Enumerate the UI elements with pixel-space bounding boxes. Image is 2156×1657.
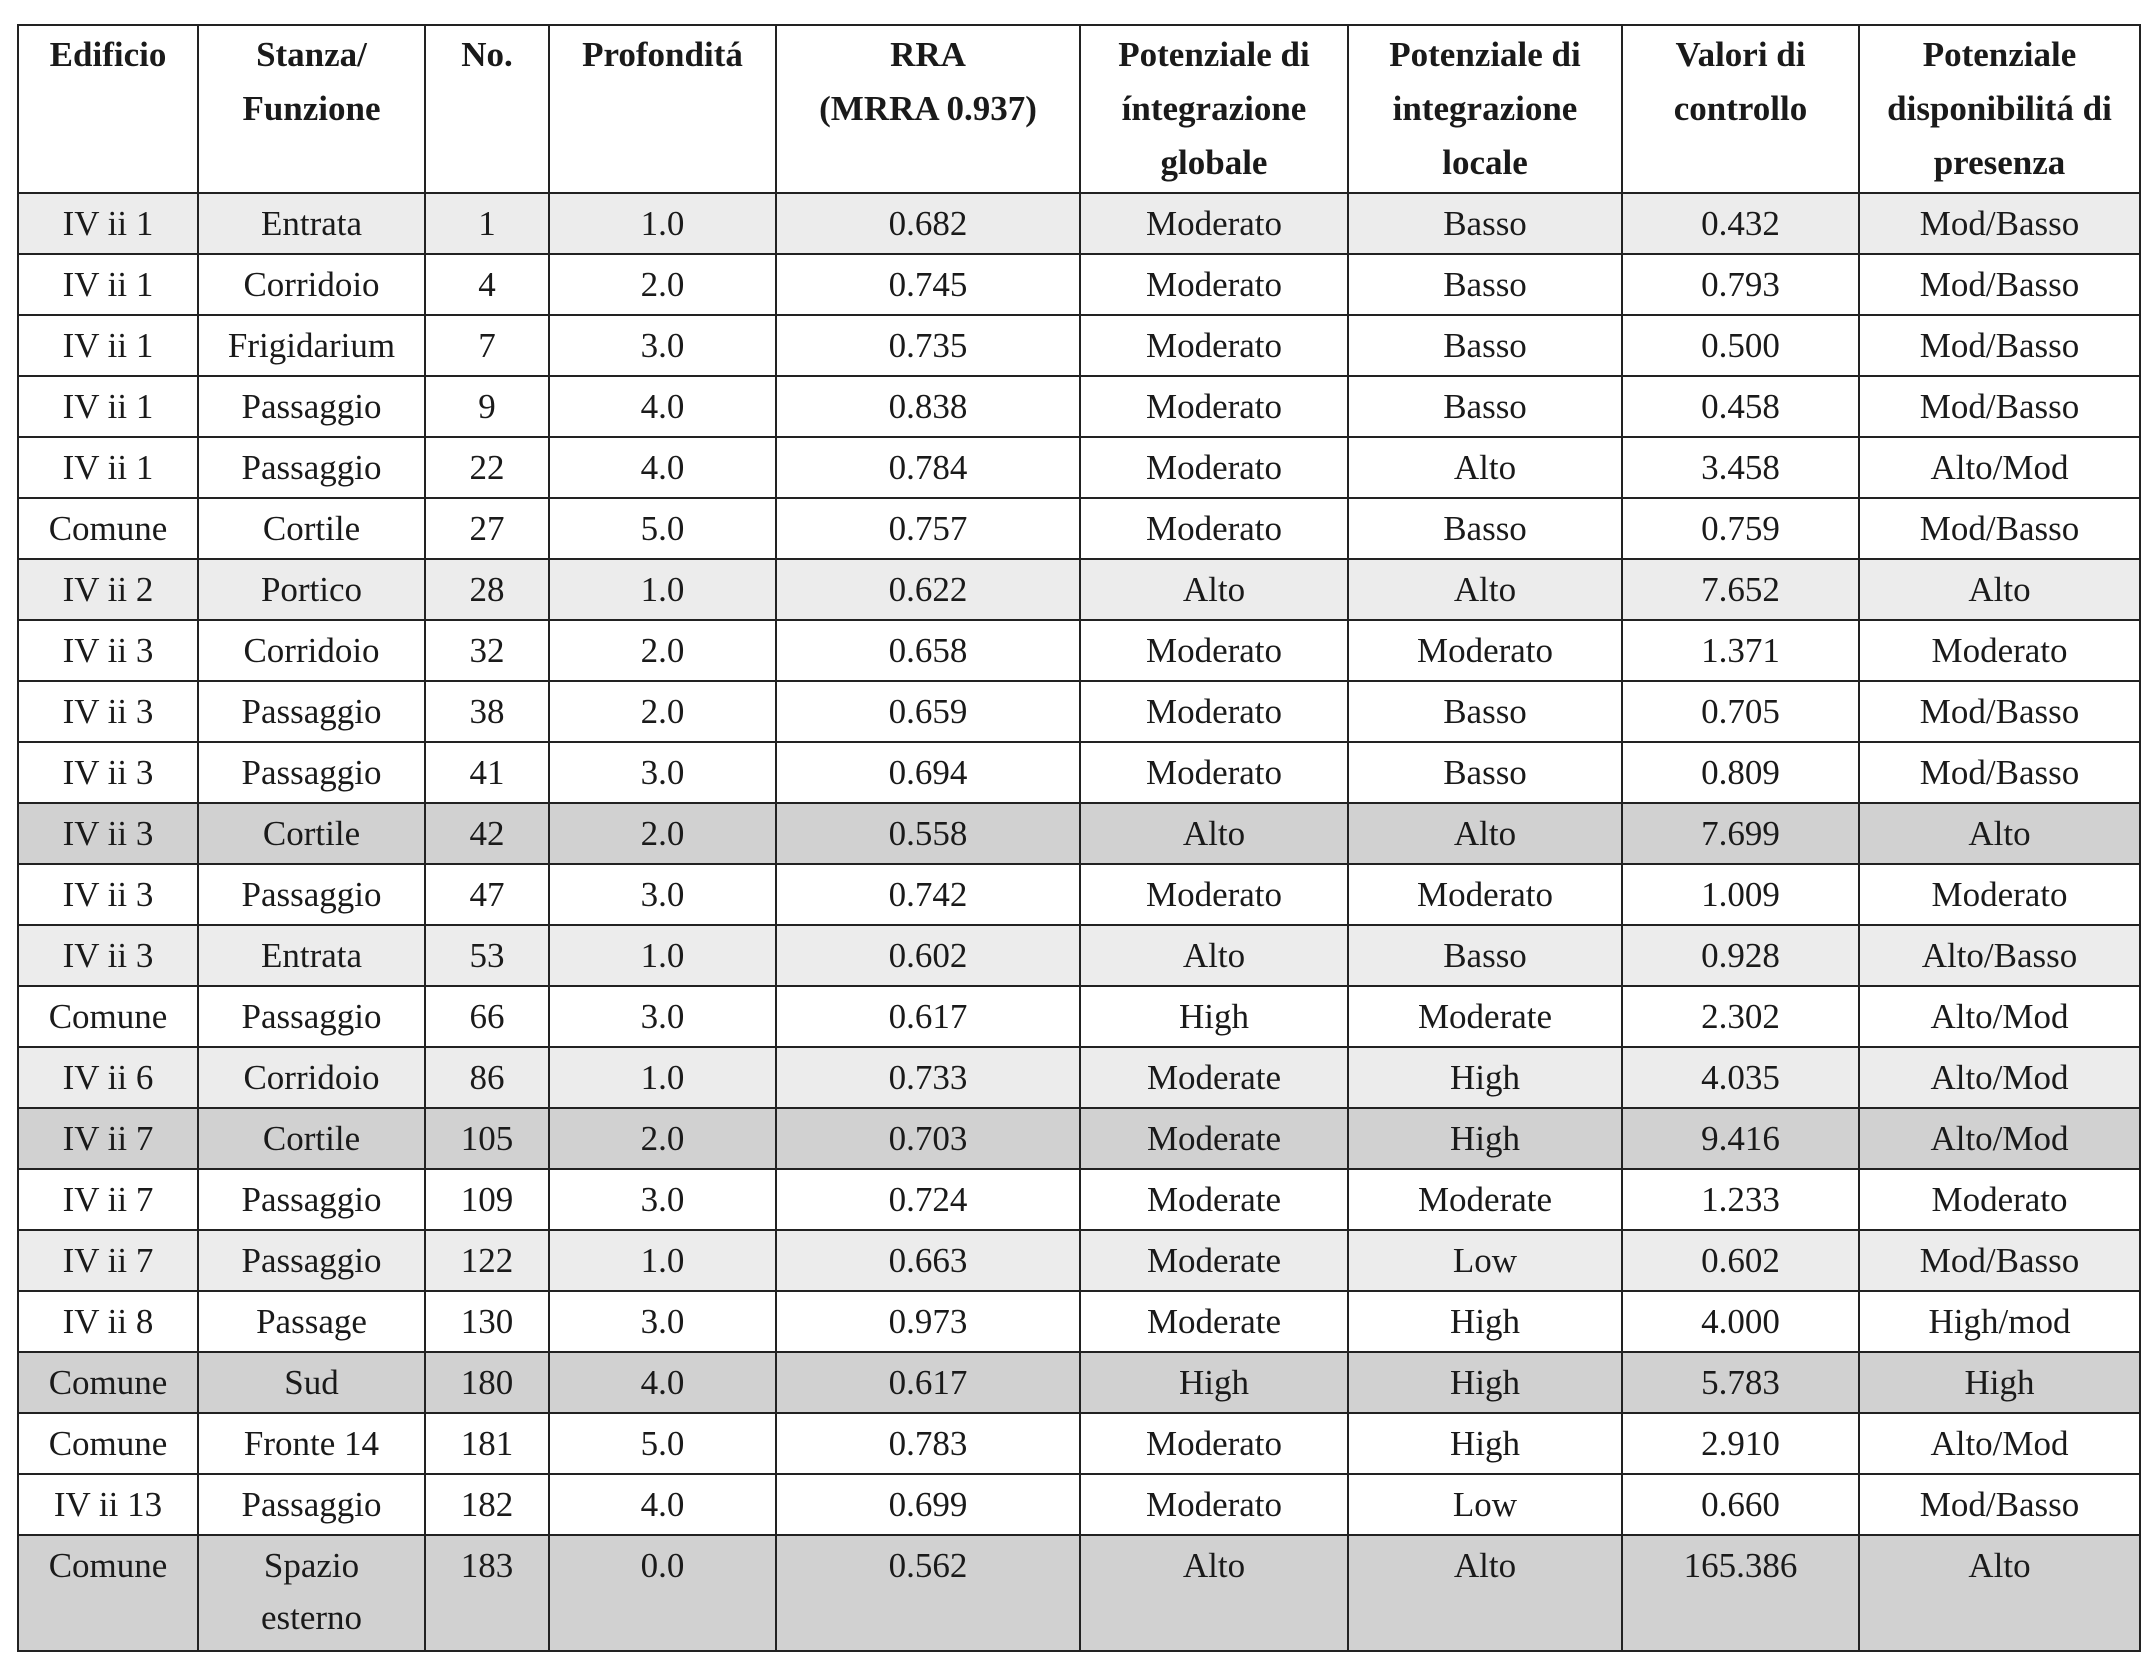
table-row	[18, 803, 2140, 864]
cell-rra: 0.558	[776, 803, 1080, 864]
cell-profondita: 2.0	[549, 254, 776, 315]
cell-disponibilita-presenza: Mod/Basso	[1859, 742, 2140, 803]
cell-edificio: IV ii 1	[18, 315, 198, 376]
cell-integrazione-globale: Moderato	[1080, 254, 1348, 315]
cell-profondita: 5.0	[549, 1413, 776, 1474]
cell-no: 22	[425, 437, 549, 498]
cell-rra: 0.973	[776, 1291, 1080, 1352]
cell-edificio: Comune	[18, 1352, 198, 1413]
cell-edificio: IV ii 1	[18, 254, 198, 315]
cell-integrazione-globale: High	[1080, 1352, 1348, 1413]
cell-disponibilita-presenza: Mod/Basso	[1859, 1230, 2140, 1291]
cell-no: 181	[425, 1413, 549, 1474]
cell-stanza-funzione: Portico	[198, 559, 425, 620]
table-row	[18, 254, 2140, 315]
cell-no: 9	[425, 376, 549, 437]
cell-integrazione-locale: Moderate	[1348, 1169, 1622, 1230]
cell-integrazione-globale: Moderato	[1080, 437, 1348, 498]
cell-stanza-funzione: Entrata	[198, 193, 425, 254]
cell-rra: 0.745	[776, 254, 1080, 315]
header-stanza-funzione: Stanza/ Funzione	[198, 25, 425, 193]
cell-disponibilita-presenza: Alto/Mod	[1859, 1047, 2140, 1108]
cell-no: 86	[425, 1047, 549, 1108]
cell-stanza-funzione: Sud	[198, 1352, 425, 1413]
cell-integrazione-locale: High	[1348, 1413, 1622, 1474]
cell-valori-controllo: 0.458	[1622, 376, 1859, 437]
cell-integrazione-globale: Alto	[1080, 803, 1348, 864]
table-row	[18, 1108, 2140, 1169]
cell-integrazione-globale: Moderate	[1080, 1108, 1348, 1169]
cell-profondita: 1.0	[549, 559, 776, 620]
cell-edificio: IV ii 7	[18, 1230, 198, 1291]
cell-disponibilita-presenza: High/mod	[1859, 1291, 2140, 1352]
cell-no: 122	[425, 1230, 549, 1291]
cell-integrazione-globale: Moderato	[1080, 681, 1348, 742]
cell-integrazione-locale: Low	[1348, 1474, 1622, 1535]
header-valori-controllo: Valori di controllo	[1622, 25, 1859, 193]
cell-profondita: 4.0	[549, 437, 776, 498]
table-row	[18, 559, 2140, 620]
cell-stanza-funzione: Passaggio	[198, 1474, 425, 1535]
cell-no: 105	[425, 1108, 549, 1169]
cell-no: 4	[425, 254, 549, 315]
cell-integrazione-globale: Alto	[1080, 559, 1348, 620]
cell-no: 32	[425, 620, 549, 681]
cell-no: 180	[425, 1352, 549, 1413]
cell-profondita: 5.0	[549, 498, 776, 559]
cell-stanza-funzione: Passage	[198, 1291, 425, 1352]
cell-rra: 0.617	[776, 1352, 1080, 1413]
table-row	[18, 1291, 2140, 1352]
cell-valori-controllo: 9.416	[1622, 1108, 1859, 1169]
table-row	[18, 864, 2140, 925]
table-body	[18, 193, 2140, 1651]
cell-integrazione-locale: Basso	[1348, 498, 1622, 559]
cell-rra: 0.602	[776, 925, 1080, 986]
cell-stanza-funzione: Passaggio	[198, 864, 425, 925]
cell-integrazione-locale: Low	[1348, 1230, 1622, 1291]
cell-stanza-funzione: Passaggio	[198, 986, 425, 1047]
cell-rra: 0.838	[776, 376, 1080, 437]
cell-valori-controllo: 1.233	[1622, 1169, 1859, 1230]
cell-no: 41	[425, 742, 549, 803]
cell-stanza-funzione: Entrata	[198, 925, 425, 986]
table-row	[18, 1047, 2140, 1108]
cell-edificio: IV ii 1	[18, 437, 198, 498]
cell-integrazione-globale: Alto	[1080, 925, 1348, 986]
cell-edificio: Comune	[18, 986, 198, 1047]
cell-integrazione-globale: Moderato	[1080, 498, 1348, 559]
cell-profondita: 2.0	[549, 681, 776, 742]
cell-valori-controllo: 0.809	[1622, 742, 1859, 803]
cell-integrazione-locale: Alto	[1348, 437, 1622, 498]
cell-disponibilita-presenza: Alto/Mod	[1859, 986, 2140, 1047]
cell-valori-controllo: 165.386	[1622, 1535, 1859, 1651]
cell-no: 38	[425, 681, 549, 742]
cell-disponibilita-presenza: Mod/Basso	[1859, 1474, 2140, 1535]
cell-integrazione-globale: Moderato	[1080, 315, 1348, 376]
cell-disponibilita-presenza: Mod/Basso	[1859, 376, 2140, 437]
header-row	[18, 25, 2140, 193]
cell-profondita: 4.0	[549, 1474, 776, 1535]
data-table	[17, 24, 2141, 1652]
cell-profondita: 1.0	[549, 1230, 776, 1291]
cell-valori-controllo: 3.458	[1622, 437, 1859, 498]
cell-profondita: 3.0	[549, 1291, 776, 1352]
cell-disponibilita-presenza: Alto	[1859, 1535, 2140, 1651]
cell-integrazione-locale: Basso	[1348, 742, 1622, 803]
cell-disponibilita-presenza: Alto	[1859, 559, 2140, 620]
table-row	[18, 1352, 2140, 1413]
table-row	[18, 742, 2140, 803]
cell-rra: 0.699	[776, 1474, 1080, 1535]
cell-valori-controllo: 1.371	[1622, 620, 1859, 681]
cell-rra: 0.682	[776, 193, 1080, 254]
cell-edificio: IV ii 3	[18, 803, 198, 864]
cell-no: 53	[425, 925, 549, 986]
cell-valori-controllo: 7.699	[1622, 803, 1859, 864]
cell-edificio: Comune	[18, 1413, 198, 1474]
table-row	[18, 620, 2140, 681]
header-edificio: Edificio	[18, 25, 198, 193]
cell-profondita: 4.0	[549, 1352, 776, 1413]
cell-no: 66	[425, 986, 549, 1047]
cell-valori-controllo: 4.035	[1622, 1047, 1859, 1108]
cell-valori-controllo: 0.432	[1622, 193, 1859, 254]
cell-stanza-funzione: Fronte 14	[198, 1413, 425, 1474]
cell-valori-controllo: 1.009	[1622, 864, 1859, 925]
cell-stanza-funzione: Frigidarium	[198, 315, 425, 376]
cell-valori-controllo: 0.500	[1622, 315, 1859, 376]
cell-stanza-funzione: Cortile	[198, 803, 425, 864]
table-row	[18, 437, 2140, 498]
cell-integrazione-locale: Basso	[1348, 681, 1622, 742]
cell-integrazione-globale: Moderato	[1080, 864, 1348, 925]
cell-integrazione-globale: Moderato	[1080, 1413, 1348, 1474]
cell-valori-controllo: 4.000	[1622, 1291, 1859, 1352]
cell-rra: 0.617	[776, 986, 1080, 1047]
cell-stanza-funzione: Spazio esterno	[198, 1535, 425, 1651]
cell-integrazione-locale: Basso	[1348, 925, 1622, 986]
cell-edificio: IV ii 6	[18, 1047, 198, 1108]
cell-edificio: IV ii 3	[18, 864, 198, 925]
cell-rra: 0.622	[776, 559, 1080, 620]
cell-disponibilita-presenza: Moderato	[1859, 864, 2140, 925]
cell-rra: 0.735	[776, 315, 1080, 376]
cell-stanza-funzione: Corridoio	[198, 1047, 425, 1108]
cell-stanza-funzione: Cortile	[198, 498, 425, 559]
cell-profondita: 0.0	[549, 1535, 776, 1651]
cell-edificio: IV ii 8	[18, 1291, 198, 1352]
header-profondita: Profonditá	[549, 25, 776, 193]
cell-valori-controllo: 0.793	[1622, 254, 1859, 315]
cell-edificio: IV ii 3	[18, 681, 198, 742]
cell-no: 7	[425, 315, 549, 376]
cell-profondita: 3.0	[549, 864, 776, 925]
cell-integrazione-globale: Moderato	[1080, 193, 1348, 254]
cell-stanza-funzione: Passaggio	[198, 1169, 425, 1230]
cell-no: 47	[425, 864, 549, 925]
cell-profondita: 1.0	[549, 925, 776, 986]
cell-edificio: IV ii 7	[18, 1169, 198, 1230]
cell-no: 1	[425, 193, 549, 254]
cell-edificio: IV ii 1	[18, 376, 198, 437]
table-row	[18, 1474, 2140, 1535]
cell-no: 42	[425, 803, 549, 864]
cell-integrazione-locale: Basso	[1348, 193, 1622, 254]
cell-rra: 0.783	[776, 1413, 1080, 1474]
cell-disponibilita-presenza: High	[1859, 1352, 2140, 1413]
cell-integrazione-globale: Alto	[1080, 1535, 1348, 1651]
table-row	[18, 193, 2140, 254]
cell-disponibilita-presenza: Mod/Basso	[1859, 193, 2140, 254]
cell-edificio: IV ii 3	[18, 925, 198, 986]
cell-rra: 0.742	[776, 864, 1080, 925]
cell-profondita: 3.0	[549, 1169, 776, 1230]
cell-profondita: 3.0	[549, 742, 776, 803]
cell-rra: 0.733	[776, 1047, 1080, 1108]
cell-edificio: Comune	[18, 498, 198, 559]
cell-profondita: 3.0	[549, 315, 776, 376]
cell-integrazione-locale: High	[1348, 1047, 1622, 1108]
cell-rra: 0.659	[776, 681, 1080, 742]
cell-profondita: 1.0	[549, 193, 776, 254]
cell-valori-controllo: 0.759	[1622, 498, 1859, 559]
cell-valori-controllo: 0.660	[1622, 1474, 1859, 1535]
cell-integrazione-locale: Moderate	[1348, 986, 1622, 1047]
cell-stanza-funzione: Passaggio	[198, 437, 425, 498]
cell-integrazione-globale: Moderate	[1080, 1291, 1348, 1352]
cell-integrazione-locale: Basso	[1348, 254, 1622, 315]
cell-no: 130	[425, 1291, 549, 1352]
table-row	[18, 1535, 2140, 1651]
cell-rra: 0.562	[776, 1535, 1080, 1651]
cell-integrazione-locale: High	[1348, 1291, 1622, 1352]
cell-rra: 0.784	[776, 437, 1080, 498]
cell-edificio: Comune	[18, 1535, 198, 1651]
header-disponibilita-presenza: Potenziale disponibilitá di presenza	[1859, 25, 2140, 193]
cell-integrazione-globale: Moderate	[1080, 1047, 1348, 1108]
cell-integrazione-globale: Moderate	[1080, 1169, 1348, 1230]
cell-rra: 0.703	[776, 1108, 1080, 1169]
cell-profondita: 2.0	[549, 803, 776, 864]
cell-stanza-funzione: Corridoio	[198, 254, 425, 315]
cell-valori-controllo: 2.910	[1622, 1413, 1859, 1474]
cell-profondita: 3.0	[549, 986, 776, 1047]
cell-valori-controllo: 7.652	[1622, 559, 1859, 620]
cell-disponibilita-presenza: Moderato	[1859, 620, 2140, 681]
cell-rra: 0.724	[776, 1169, 1080, 1230]
cell-edificio: IV ii 13	[18, 1474, 198, 1535]
cell-disponibilita-presenza: Mod/Basso	[1859, 681, 2140, 742]
cell-integrazione-globale: Moderate	[1080, 1230, 1348, 1291]
cell-integrazione-locale: Alto	[1348, 803, 1622, 864]
cell-no: 28	[425, 559, 549, 620]
cell-profondita: 4.0	[549, 376, 776, 437]
header-integrazione-locale: Potenziale di integrazione locale	[1348, 25, 1622, 193]
cell-disponibilita-presenza: Alto/Basso	[1859, 925, 2140, 986]
cell-disponibilita-presenza: Alto/Mod	[1859, 1108, 2140, 1169]
cell-profondita: 2.0	[549, 1108, 776, 1169]
cell-edificio: IV ii 3	[18, 620, 198, 681]
cell-integrazione-globale: High	[1080, 986, 1348, 1047]
cell-integrazione-locale: High	[1348, 1108, 1622, 1169]
cell-integrazione-locale: Alto	[1348, 1535, 1622, 1651]
cell-rra: 0.658	[776, 620, 1080, 681]
table-row	[18, 1169, 2140, 1230]
cell-rra: 0.757	[776, 498, 1080, 559]
table-row	[18, 1230, 2140, 1291]
cell-edificio: IV ii 1	[18, 193, 198, 254]
cell-integrazione-locale: Basso	[1348, 376, 1622, 437]
cell-integrazione-locale: Moderato	[1348, 864, 1622, 925]
cell-no: 27	[425, 498, 549, 559]
cell-integrazione-locale: High	[1348, 1352, 1622, 1413]
table-row	[18, 376, 2140, 437]
cell-disponibilita-presenza: Mod/Basso	[1859, 315, 2140, 376]
cell-integrazione-globale: Moderato	[1080, 1474, 1348, 1535]
cell-no: 109	[425, 1169, 549, 1230]
cell-valori-controllo: 5.783	[1622, 1352, 1859, 1413]
table-row	[18, 986, 2140, 1047]
cell-stanza-funzione: Cortile	[198, 1108, 425, 1169]
cell-profondita: 1.0	[549, 1047, 776, 1108]
cell-stanza-funzione: Passaggio	[198, 681, 425, 742]
cell-stanza-funzione: Passaggio	[198, 376, 425, 437]
cell-valori-controllo: 0.602	[1622, 1230, 1859, 1291]
cell-edificio: IV ii 3	[18, 742, 198, 803]
cell-integrazione-globale: Moderato	[1080, 376, 1348, 437]
table-row	[18, 681, 2140, 742]
header-integrazione-globale: Potenziale di íntegrazione globale	[1080, 25, 1348, 193]
table-row	[18, 925, 2140, 986]
cell-stanza-funzione: Passaggio	[198, 1230, 425, 1291]
cell-integrazione-locale: Moderato	[1348, 620, 1622, 681]
cell-integrazione-locale: Basso	[1348, 315, 1622, 376]
cell-disponibilita-presenza: Alto/Mod	[1859, 437, 2140, 498]
cell-integrazione-globale: Moderato	[1080, 620, 1348, 681]
cell-integrazione-globale: Moderato	[1080, 742, 1348, 803]
cell-no: 182	[425, 1474, 549, 1535]
cell-rra: 0.694	[776, 742, 1080, 803]
table-row	[18, 315, 2140, 376]
cell-stanza-funzione: Corridoio	[198, 620, 425, 681]
cell-disponibilita-presenza: Mod/Basso	[1859, 498, 2140, 559]
cell-edificio: IV ii 7	[18, 1108, 198, 1169]
cell-no: 183	[425, 1535, 549, 1651]
cell-rra: 0.663	[776, 1230, 1080, 1291]
header-rra: RRA (MRRA 0.937)	[776, 25, 1080, 193]
cell-profondita: 2.0	[549, 620, 776, 681]
cell-stanza-funzione: Passaggio	[198, 742, 425, 803]
cell-disponibilita-presenza: Alto	[1859, 803, 2140, 864]
table-row	[18, 498, 2140, 559]
cell-integrazione-locale: Alto	[1348, 559, 1622, 620]
cell-valori-controllo: 2.302	[1622, 986, 1859, 1047]
header-no: No.	[425, 25, 549, 193]
cell-disponibilita-presenza: Alto/Mod	[1859, 1413, 2140, 1474]
cell-valori-controllo: 0.705	[1622, 681, 1859, 742]
cell-disponibilita-presenza: Moderato	[1859, 1169, 2140, 1230]
cell-valori-controllo: 0.928	[1622, 925, 1859, 986]
cell-edificio: IV ii 2	[18, 559, 198, 620]
cell-disponibilita-presenza: Mod/Basso	[1859, 254, 2140, 315]
table-row	[18, 1413, 2140, 1474]
